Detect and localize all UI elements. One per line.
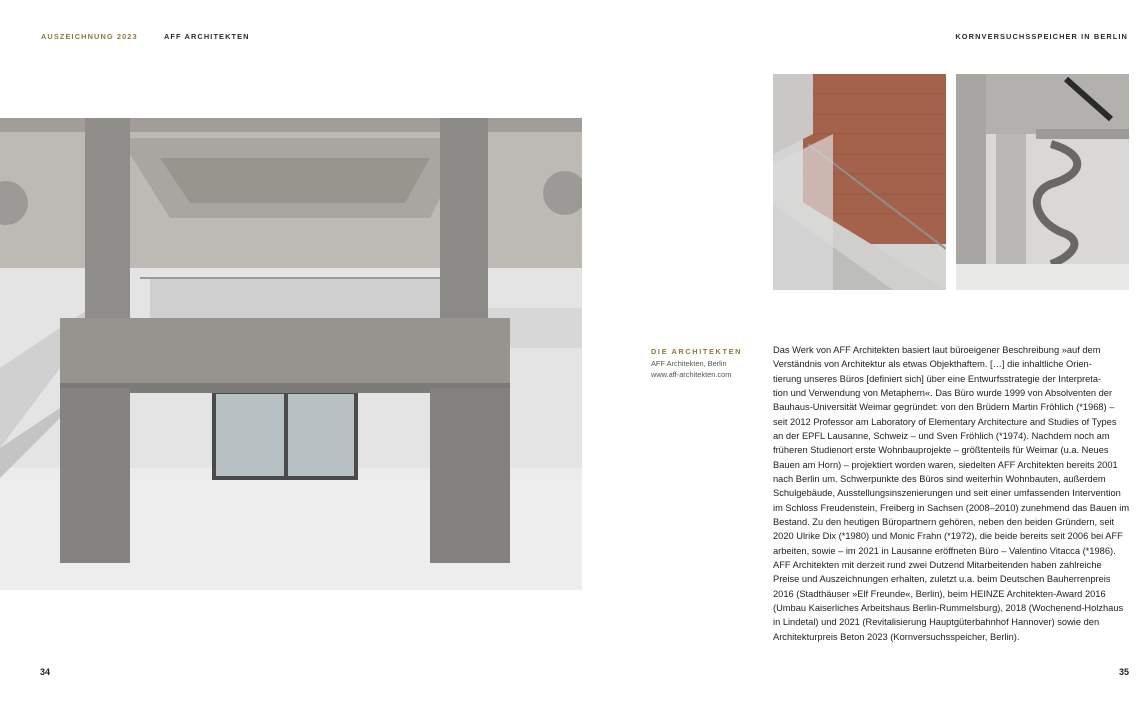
- body-line: 2020 Ulrike Dix (*1980) und Monic Frahn (*1972), die beide bereits seit 2006 bei AFF: [773, 531, 1123, 542]
- body-line: Preise und Auszeichnungen erhalten, zuletzt u.a. beim Deutschen Bauherrenpreis: [773, 574, 1111, 585]
- body-line: an der EPFL Lausanne, Schweiz – und Sven Fröhlich (*1974). Nachdem noch am: [773, 430, 1110, 441]
- body-line: AFF Architekten mit derzeit rund zwei Dutzend Mitarbeitenden haben zahlreiche: [773, 559, 1102, 570]
- architect-title: AFF ARCHITEKTEN: [164, 32, 250, 41]
- project-title: KORNVERSUCHSSPEICHER IN BERLIN: [955, 32, 1128, 41]
- body-line: Bauen am Horn) – projektiert worden waren, siedelten AFF Architekten bereits 2001: [773, 459, 1118, 470]
- body-line: in Lindetal) und 2021 (Revitalisierung Hauptgüterbahnhof Hannover) sowie den: [773, 617, 1100, 628]
- body-line: früheren Studienort erste Wohnbauprojekte – größtenteils für Weimar (u.a. Neues: [773, 445, 1109, 456]
- aside-website: www.aff-architekten.com: [651, 370, 732, 379]
- body-line: 2016 (Stadthäuser »Elf Freunde«, Berlin), beim HEINZE Architekten-Award 2016: [773, 588, 1106, 599]
- body-line: tion und Verwendung von Metaphern«. Das Büro wurde 1999 von Absolventen der: [773, 387, 1113, 398]
- spiral-staircase-photo: [956, 74, 1129, 290]
- page-number-right: 35: [1118, 667, 1129, 677]
- aside-office: AFF Architekten, Berlin: [651, 359, 727, 368]
- body-line: Das Werk von AFF Architekten basiert laut büroeigener Beschreibung »auf dem: [773, 345, 1101, 355]
- photo-spiral-staircase: [956, 74, 1129, 290]
- section-label: AUSZEICHNUNG 2023: [41, 32, 138, 41]
- body-line: nach Berlin um. Schwerpunkte des Büros sind weiterhin Wohnbauten, außerdem: [773, 473, 1106, 484]
- body-line: arbeiten, sowie – im 2021 in Lausanne eröffneten Büro – Valentino Vitacca (*1986).: [773, 545, 1116, 556]
- body-line: Bauhaus-Universität Weimar gegründet: von den Brüdern Martin Fröhlich (*1968) –: [773, 402, 1115, 413]
- page-number-left: 34: [40, 667, 51, 677]
- photo-concrete-hall: [0, 118, 582, 590]
- architects-aside: [651, 347, 742, 380]
- aside-title: DIE ARCHITEKTEN: [651, 347, 743, 356]
- staircase-photo: [773, 74, 946, 290]
- body-line: Schulgebäude, Ausstellungsinszenierungen und seit einer umfassenden Intervention: [773, 488, 1121, 499]
- photo-staircase-brick-wall: [773, 74, 946, 290]
- body-line: (Umbau Kaiserliches Arbeitshaus Berlin-Rummelsburg), 2018 (Wochenend-Holzhaus: [773, 602, 1124, 613]
- body-line: Bestand. Zu den heutigen Büropartnern gehören, neben den beiden Gründern, seit: [773, 516, 1115, 527]
- body-line: tierung unseres Büros [definiert sich] über eine Entwurfsstrategie der Interpreta-: [773, 373, 1102, 384]
- body-line: Verständnis von Architektur als etwas Objekthaftem. […] die inhaltliche Orien-: [773, 359, 1092, 370]
- main-photo: [0, 118, 582, 590]
- body-line: im Schloss Freudenstein, Freiberg in Sachsen (2008–2010) zunehmend das Bauen im: [773, 502, 1130, 513]
- body-line: seit 2012 Professor am Laboratory of Elementary Architecture and Studies of Types: [773, 416, 1117, 427]
- body-text: [773, 343, 1129, 644]
- body-line: Architekturpreis Beton 2023 (Kornversuchsspeicher, Berlin).: [773, 631, 1020, 642]
